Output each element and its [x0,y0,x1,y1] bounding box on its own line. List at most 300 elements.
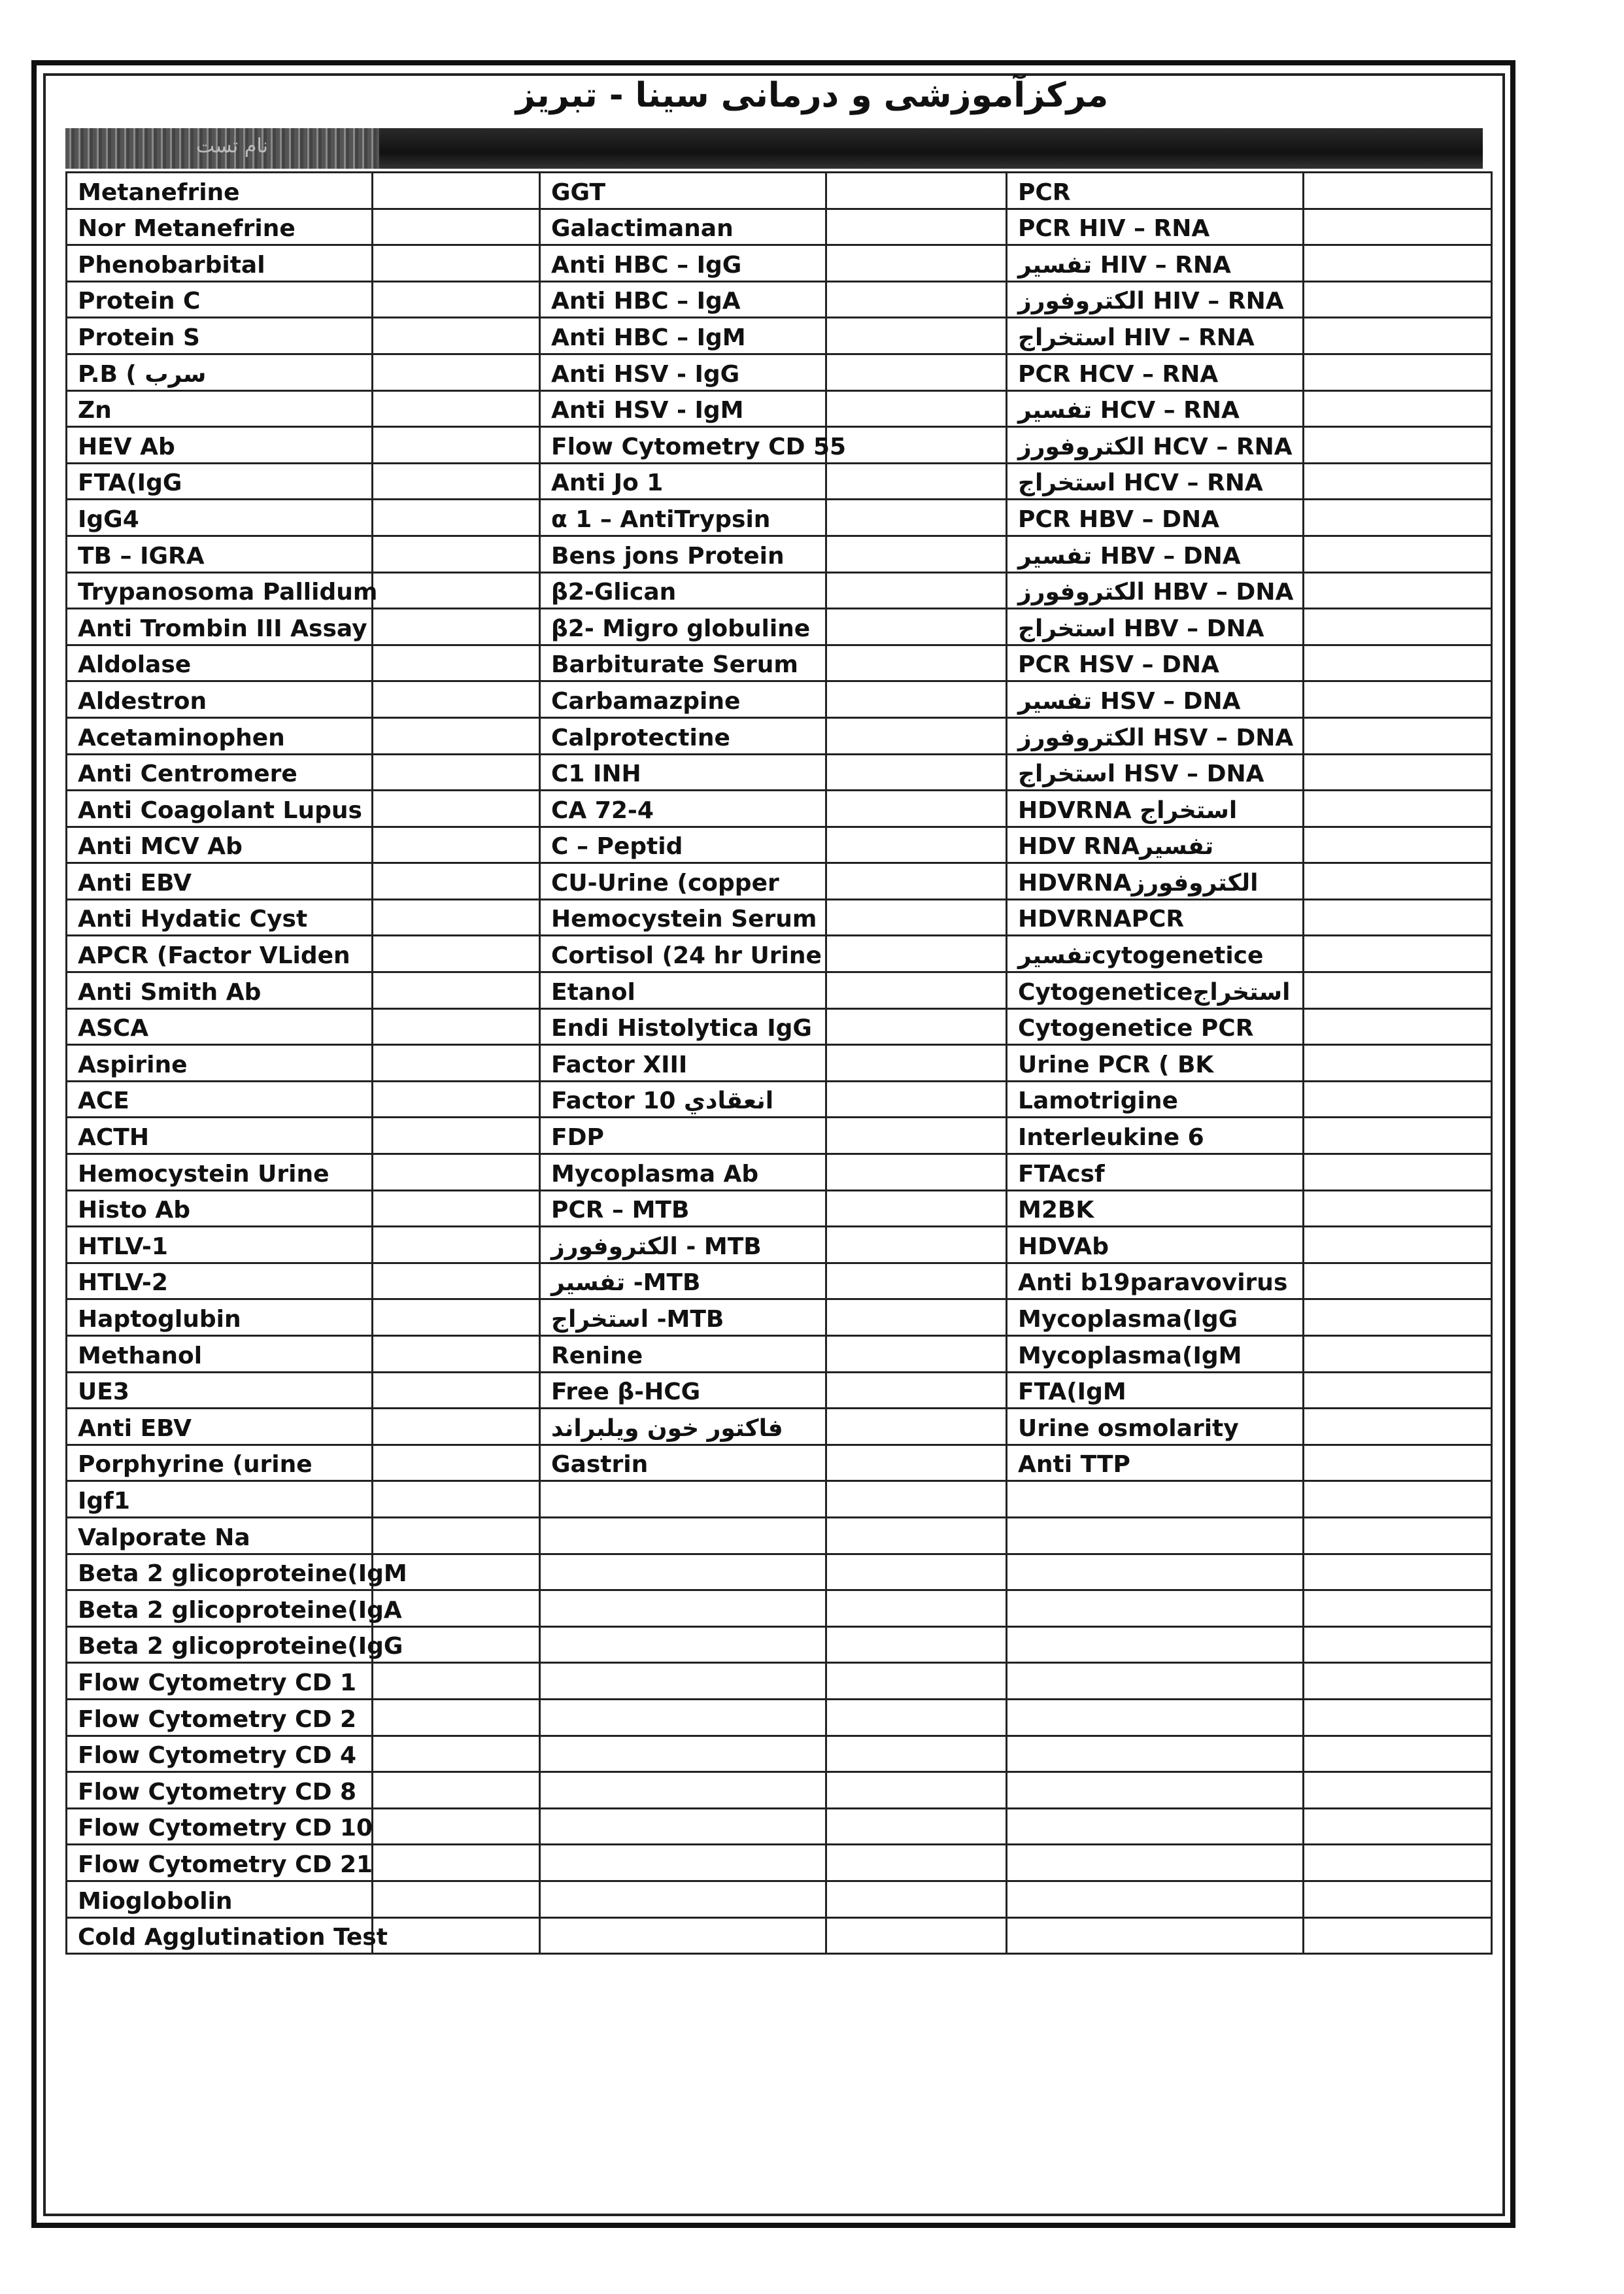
test-name-col3: HDVAb [1007,1227,1304,1263]
table-row [67,318,1492,354]
test-name-col3: استخراج HIV – RNA [1007,318,1304,354]
test-name-col1: HTLV-1 [67,1227,373,1263]
result-cell [1304,754,1492,791]
result-cell [826,209,1007,245]
test-name-col3: HDVRNAPCR [1007,899,1304,936]
table-row [67,972,1492,1009]
test-name-col1: IgG4 [67,500,373,536]
table-row [67,1626,1492,1663]
table-row [67,1190,1492,1227]
test-name-col3: Urine osmolarity [1007,1409,1304,1445]
test-name-col2 [540,1590,826,1627]
header-label-cell [65,128,379,169]
test-name-col3: استخراج HBV – DNA [1007,609,1304,645]
test-name-col1: HEV Ab [67,427,373,464]
result-cell [1304,354,1492,390]
test-name-col1: Methanol [67,1336,373,1373]
result-cell [373,1772,540,1809]
test-name-col3: HDVRNA استخراج [1007,791,1304,827]
test-name-col3: FTA(IgM [1007,1372,1304,1409]
result-cell [373,972,540,1009]
result-cell [373,354,540,390]
table-row [67,1008,1492,1045]
result-cell [1304,390,1492,427]
table-row [67,1481,1492,1518]
result-cell [1304,173,1492,209]
table-row [67,1263,1492,1299]
table-row [67,1663,1492,1700]
test-name-col2: Anti HBC – IgA [540,281,826,318]
table-row [67,1372,1492,1409]
result-cell [1304,1481,1492,1518]
result-cell [826,1299,1007,1336]
test-name-col2: استخراج -MTB [540,1299,826,1336]
test-name-col1: Anti Coagolant Lupus [67,791,373,827]
test-name-col1: Mioglobolin [67,1881,373,1917]
result-cell [826,717,1007,754]
test-name-col3 [1007,1808,1304,1845]
result-cell [1304,1154,1492,1191]
test-name-col2 [540,1554,826,1590]
result-cell [1304,1554,1492,1590]
test-name-col2 [540,1736,826,1772]
result-cell [826,1008,1007,1045]
test-name-col3: الکتروفورز HIV – RNA [1007,281,1304,318]
result-cell [373,1299,540,1336]
result-cell [1304,1118,1492,1154]
result-cell [1304,827,1492,863]
table-row [67,1845,1492,1881]
result-cell [1304,1227,1492,1263]
result-cell [1304,1372,1492,1409]
result-cell [373,1190,540,1227]
result-cell [1304,1409,1492,1445]
result-cell [826,1481,1007,1518]
result-cell [1304,681,1492,718]
test-name-col3: M2BK [1007,1190,1304,1227]
test-name-col1: Porphyrine (urine [67,1445,373,1481]
page-title: مرکزآموزشی و درمانی سینا - تبریز [515,76,1109,115]
test-name-col2: α 1 – AntiTrypsin [540,500,826,536]
test-name-col3: Lamotrigine [1007,1081,1304,1118]
test-name-col3 [1007,1845,1304,1881]
test-name-col2 [540,1881,826,1917]
result-cell [373,1409,540,1445]
test-name-col1: Flow Cytometry CD 8 [67,1772,373,1809]
test-name-col2: β2-Glican [540,572,826,609]
result-cell [826,1118,1007,1154]
test-name-col1: Beta 2 glicoproteine(IgG [67,1626,373,1663]
test-name-col2: Galactimanan [540,209,826,245]
test-name-col3: Urine PCR ( BK [1007,1045,1304,1082]
table-row [67,1881,1492,1917]
result-cell [826,754,1007,791]
result-cell [373,609,540,645]
table-row [67,863,1492,900]
test-name-col3: Mycoplasma(IgG [1007,1299,1304,1336]
test-name-col1: Flow Cytometry CD 21 [67,1845,373,1881]
test-name-col2: C – Peptid [540,827,826,863]
result-cell [826,173,1007,209]
result-cell [373,1517,540,1554]
result-cell [826,1336,1007,1373]
test-name-col1: Valporate Na [67,1517,373,1554]
result-cell [373,1372,540,1409]
result-cell [373,245,540,282]
test-name-col2 [540,1845,826,1881]
table-row [67,427,1492,464]
table-row [67,827,1492,863]
test-name-col2: Endi Histolytica IgG [540,1008,826,1045]
table-row [67,1445,1492,1481]
result-cell [373,1118,540,1154]
test-name-col1: Metanefrine [67,173,373,209]
result-cell [373,1081,540,1118]
result-cell [826,609,1007,645]
test-name-col2: Factor 10 انعقادي [540,1081,826,1118]
result-cell [373,1263,540,1299]
result-cell [826,1154,1007,1191]
table-row [67,1554,1492,1590]
table-row [67,281,1492,318]
result-cell [1304,1736,1492,1772]
result-cell [1304,463,1492,500]
result-cell [373,500,540,536]
result-cell [1304,1008,1492,1045]
result-cell [1304,936,1492,972]
test-name-col1: Anti EBV [67,863,373,900]
table-row [67,463,1492,500]
test-name-col1: Nor Metanefrine [67,209,373,245]
test-name-col2: Etanol [540,972,826,1009]
result-cell [826,1917,1007,1954]
test-name-col1: Anti MCV Ab [67,827,373,863]
table-row [67,1227,1492,1263]
test-name-col1: Protein S [67,318,373,354]
result-cell [1304,1881,1492,1917]
result-cell [373,209,540,245]
result-cell [373,1663,540,1700]
result-cell [373,1808,540,1845]
result-cell [826,500,1007,536]
result-cell [826,1736,1007,1772]
test-name-col1: UE3 [67,1372,373,1409]
test-name-col2 [540,1808,826,1845]
result-cell [373,717,540,754]
table-row [67,390,1492,427]
test-name-col1: Aldestron [67,681,373,718]
test-name-col1: Anti EBV [67,1409,373,1445]
test-name-col2: Flow Cytometry CD 55 [540,427,826,464]
test-name-col2: Barbiturate Serum [540,645,826,681]
table-row [67,1045,1492,1082]
result-cell [826,463,1007,500]
test-name-col3 [1007,1917,1304,1954]
result-cell [1304,245,1492,282]
result-cell [373,827,540,863]
test-name-col2 [540,1917,826,1954]
test-name-col3: Interleukine 6 [1007,1118,1304,1154]
table-row [67,1772,1492,1809]
table-row [67,1336,1492,1373]
result-cell [1304,209,1492,245]
result-cell [1304,281,1492,318]
test-name-col1: ACE [67,1081,373,1118]
table-row [67,1808,1492,1845]
result-cell [1304,645,1492,681]
test-name-col2 [540,1663,826,1700]
result-cell [1304,609,1492,645]
result-cell [826,1409,1007,1445]
test-name-col3: PCR HIV – RNA [1007,209,1304,245]
test-name-col3 [1007,1736,1304,1772]
test-name-col2: FDP [540,1118,826,1154]
result-cell [826,1263,1007,1299]
result-cell [826,827,1007,863]
test-name-col3 [1007,1517,1304,1554]
result-cell [1304,717,1492,754]
table-row [67,1917,1492,1954]
result-cell [373,1227,540,1263]
test-name-col3: الکتروفورز HSV – DNA [1007,717,1304,754]
result-cell [1304,1808,1492,1845]
result-cell [1304,1663,1492,1700]
result-cell [826,1045,1007,1082]
test-name-col2: CU-Urine (copper [540,863,826,900]
test-name-col3: استخراج HCV – RNA [1007,463,1304,500]
test-name-col2: تفسیر -MTB [540,1263,826,1299]
table-row [67,754,1492,791]
test-name-col1: Flow Cytometry CD 4 [67,1736,373,1772]
test-name-col2: Calprotectine [540,717,826,754]
result-cell [373,572,540,609]
test-name-col2: C1 INH [540,754,826,791]
result-cell [1304,863,1492,900]
table-header-bar [65,128,1483,169]
result-cell [373,318,540,354]
result-cell [826,1808,1007,1845]
result-cell [826,354,1007,390]
test-name-col1: Anti Trombin III Assay [67,609,373,645]
test-name-col3: PCR HSV – DNA [1007,645,1304,681]
result-cell [826,281,1007,318]
test-name-col2: CA 72-4 [540,791,826,827]
result-cell [826,427,1007,464]
test-name-col3: استخراج HSV – DNA [1007,754,1304,791]
table-row [67,1699,1492,1736]
result-cell [826,572,1007,609]
result-cell [826,1445,1007,1481]
test-name-col2: Free β-HCG [540,1372,826,1409]
test-name-col2: Cortisol (24 hr Urine [540,936,826,972]
test-name-col3 [1007,1699,1304,1736]
test-name-col2 [540,1517,826,1554]
test-name-col1: Protein C [67,281,373,318]
result-cell [826,1190,1007,1227]
test-name-col2: فاکتور خون ویلبراند [540,1409,826,1445]
result-cell [373,281,540,318]
test-name-col1: Beta 2 glicoproteine(IgM [67,1554,373,1590]
result-cell [826,536,1007,572]
test-name-col3: Cytogeneticeاستخراج [1007,972,1304,1009]
test-name-col3: Mycoplasma(IgM [1007,1336,1304,1373]
test-name-col1: TB – IGRA [67,536,373,572]
test-name-col1: Phenobarbital [67,245,373,282]
test-name-col1: Flow Cytometry CD 10 [67,1808,373,1845]
table-row [67,645,1492,681]
result-cell [826,1517,1007,1554]
result-cell [373,1336,540,1373]
test-name-col1: Aldolase [67,645,373,681]
result-cell [826,1554,1007,1590]
result-cell [373,791,540,827]
test-list-table [65,171,1493,1955]
test-name-col2: Anti HSV - IgG [540,354,826,390]
table-row [67,354,1492,390]
test-name-col2: Anti HBC – IgG [540,245,826,282]
test-name-col3: PCR [1007,173,1304,209]
result-cell [1304,1336,1492,1373]
result-cell [373,899,540,936]
test-name-col3 [1007,1554,1304,1590]
result-cell [826,1663,1007,1700]
result-cell [1304,318,1492,354]
result-cell [373,463,540,500]
result-cell [826,972,1007,1009]
table-row [67,1154,1492,1191]
test-name-col3: Cytogenetice PCR [1007,1008,1304,1045]
test-name-col3 [1007,1772,1304,1809]
test-name-col2: Anti Jo 1 [540,463,826,500]
result-cell [373,645,540,681]
result-cell [373,1154,540,1191]
test-name-col3 [1007,1590,1304,1627]
result-cell [373,863,540,900]
test-name-col3: الکتروفورز HCV – RNA [1007,427,1304,464]
test-name-col1: Trypanosoma Pallidum [67,572,373,609]
table-row [67,1590,1492,1627]
test-name-col1: Anti Hydatic Cyst [67,899,373,936]
table-row [67,173,1492,209]
test-name-col3: تفسیرcytogenetice [1007,936,1304,972]
table-row [67,936,1492,972]
result-cell [1304,1845,1492,1881]
test-name-col1: Anti Centromere [67,754,373,791]
test-name-col3: تفسیر HCV – RNA [1007,390,1304,427]
table-row [67,1118,1492,1154]
test-name-col3: تفسیر HSV – DNA [1007,681,1304,718]
result-cell [373,1881,540,1917]
result-cell [1304,1590,1492,1627]
test-name-col2 [540,1699,826,1736]
test-name-col3: تفسیر HBV – DNA [1007,536,1304,572]
result-cell [826,1372,1007,1409]
test-name-col2: β2- Migro globuline [540,609,826,645]
test-name-col2: PCR – MTB [540,1190,826,1227]
test-name-col2 [540,1772,826,1809]
result-cell [826,390,1007,427]
test-name-col2: Gastrin [540,1445,826,1481]
result-cell [1304,791,1492,827]
table-row [67,209,1492,245]
result-cell [373,1699,540,1736]
result-cell [1304,1626,1492,1663]
test-name-col1: ASCA [67,1008,373,1045]
result-cell [826,936,1007,972]
table-row [67,500,1492,536]
table-row [67,681,1492,718]
result-cell [826,318,1007,354]
result-cell [373,1481,540,1518]
result-cell [373,1736,540,1772]
test-name-col1: Igf1 [67,1481,373,1518]
result-cell [373,681,540,718]
result-cell [1304,1772,1492,1809]
test-name-col1: Anti Smith Ab [67,972,373,1009]
test-name-col1: ACTH [67,1118,373,1154]
table-row [67,1409,1492,1445]
result-cell [826,245,1007,282]
test-name-col1: FTA(IgG [67,463,373,500]
result-cell [373,1845,540,1881]
test-name-col2: Mycoplasma Ab [540,1154,826,1191]
test-name-col3: HDV RNAتفسیر [1007,827,1304,863]
result-cell [373,536,540,572]
result-cell [826,1881,1007,1917]
test-name-col2: Hemocystein Serum [540,899,826,936]
result-cell [826,899,1007,936]
table-row [67,245,1492,282]
table-row [67,609,1492,645]
test-name-col1: APCR (Factor VLiden [67,936,373,972]
test-name-col2: Carbamazpine [540,681,826,718]
table-row [67,1736,1492,1772]
result-cell [373,1445,540,1481]
result-cell [373,390,540,427]
test-name-col2: Anti HBC – IgM [540,318,826,354]
result-cell [373,1045,540,1082]
test-name-col1: Beta 2 glicoproteine(IgA [67,1590,373,1627]
table-row [67,717,1492,754]
result-cell [826,681,1007,718]
test-name-col3: Anti b19paravovirus [1007,1263,1304,1299]
result-cell [826,1081,1007,1118]
test-name-col2 [540,1481,826,1518]
result-cell [826,1772,1007,1809]
test-name-col1: Acetaminophen [67,717,373,754]
test-name-col1: Histo Ab [67,1190,373,1227]
test-name-col3: Anti TTP [1007,1445,1304,1481]
table-row [67,1299,1492,1336]
test-name-col3 [1007,1881,1304,1917]
test-name-col1: Aspirine [67,1045,373,1082]
test-name-col2: Factor XIII [540,1045,826,1082]
test-name-col2: الکتروفورز - MTB [540,1227,826,1263]
result-cell [1304,1445,1492,1481]
result-cell [1304,1045,1492,1082]
table-row [67,536,1492,572]
result-cell [373,1917,540,1954]
test-name-col1: Haptoglubin [67,1299,373,1336]
test-name-col3 [1007,1626,1304,1663]
result-cell [373,936,540,972]
test-name-col2: Renine [540,1336,826,1373]
result-cell [373,173,540,209]
result-cell [373,427,540,464]
result-cell [1304,500,1492,536]
test-name-col3 [1007,1663,1304,1700]
result-cell [826,1590,1007,1627]
